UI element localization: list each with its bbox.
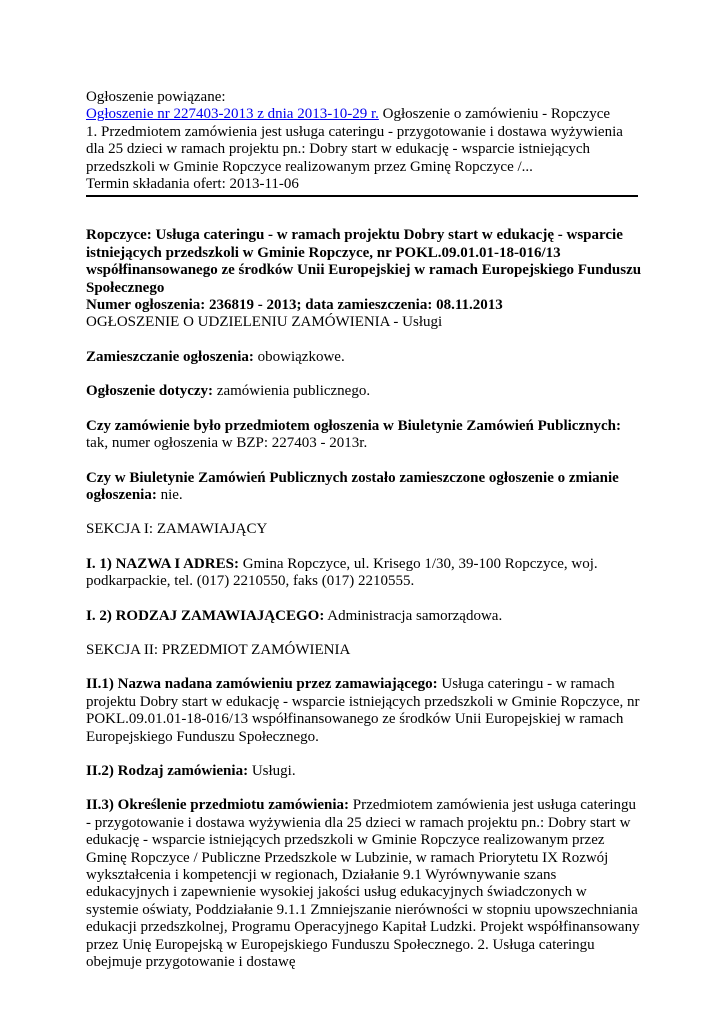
related-heading: Ogłoszenie powiązane:	[86, 89, 226, 105]
section1-heading: SEKCJA I: ZAMAWIAJĄCY	[86, 521, 268, 538]
section2-kind-field	[86, 763, 642, 780]
concerns-label: Ogłoszenie dotyczy:	[86, 383, 214, 400]
concerns-field	[86, 383, 642, 400]
related-notice-line	[86, 106, 642, 123]
document-page	[86, 89, 642, 971]
section1-name-value: Gmina Ropczyce, ul. Krisego 1/30, 39-100 Ropczyce, woj. podkarpackie, tel. (017) 2210550, faks (017) 2210555.	[86, 555, 598, 590]
publication-label: Zamieszczanie ogłoszenia:	[86, 348, 254, 365]
bzp-field	[86, 418, 642, 453]
section2-desc-label: II.3) Określenie przedmiotu zamówienia:	[86, 797, 350, 814]
section2-desc-value: Przedmiotem zamówienia jest usługa cateringu - przygotowanie i dostawa wyżywienia dla 25 dzieci w ramach projektu pn.: Dobry start w edukację - wsparcie istniejących przedszkoli w Gminie Ropczyce realizowanym przez Gminę Ropczyce / Publiczne Przedszkole w Lubzinie, w ramach Priorytetu IX Rozwój wykształcenia i kompetencji w regionach, Działanie 9.1 Wyrównywanie szans edukacyjnych i zapewnienie wysokiej jakości usług edukacyjnych świadczonych w systemie oświaty, Poddziałanie 9.1.1 Zmniejszanie nierówności w stopniu upowszechniania edukacji przedszkolnej, Programu Operacyjnego Kapitał Ludzki. Projekt współfinansowany przez Unię Europejską w Europejskiego Funduszu Społecznego. 2. Usługa cateringu obejmuje przygotowanie i dostawę	[86, 797, 640, 971]
section2-heading: SEKCJA II: PRZEDMIOT ZAMÓWIENIA	[86, 641, 351, 658]
change-field	[86, 470, 642, 505]
section1-kind-field	[86, 608, 642, 625]
section2-kind-label: II.2) Rodzaj zamówienia:	[86, 762, 249, 779]
section2-name-value: Usługa cateringu - w ramach projektu Dobry start w edukację - wsparcie istniejących przedszkoli w Gminie Ropczyce, nr POKL.09.01.01-18-016/13 współfinansowanego ze środków Unii Europejskiej w ramach Europejskiego Funduszu Społecznego.	[86, 676, 640, 745]
change-value: nie.	[156, 486, 183, 503]
section1-kind-label: I. 2) RODZAJ ZAMAWIAJĄCEGO:	[86, 607, 325, 624]
section2-name-field	[86, 676, 642, 746]
change-label: Czy w Biuletynie Zamówień Publicznych zostało zamieszczone ogłoszenie o zmianie ogłoszenia:	[86, 469, 619, 503]
related-deadline: Termin składania ofert: 2013-11-06	[86, 176, 299, 193]
notice-type: OGŁOSZENIE O UDZIELENIU ZAMÓWIENIA - Usługi	[86, 314, 443, 331]
related-notice-body: 1. Przedmiotem zamówienia jest usługa cateringu - przygotowanie i dostawa wyżywienia dla 25 dzieci w ramach projektu pn.: Dobry start w edukację - wsparcie istniejących przedszkoli w Gminie Ropczyce realizowanym przez Gminę Ropczyce /...	[86, 123, 623, 175]
notice-title: Ropczyce: Usługa cateringu - w ramach projektu Dobry start w edukację - wsparcie istniejących przedszkoli w Gminie Ropczyce, nr POKL.09.01.01-18-016/13 współfinansowanego ze środków Unii Europejskiej w ramach Europejskiego Funduszu Społecznego	[86, 227, 642, 296]
related-notice-type: Ogłoszenie o zamówieniu - Ropczyce	[378, 106, 611, 123]
concerns-value: zamówienia publicznego.	[213, 383, 371, 400]
bzp-label: Czy zamówienie było przedmiotem ogłoszenia w Biuletynie Zamówień Publicznych:	[86, 417, 621, 434]
section1-name-field	[86, 556, 642, 591]
section1-name-label: I. 1) NAZWA I ADRES:	[86, 555, 239, 572]
publication-value: obowiązkowe.	[253, 348, 345, 365]
section1-kind-value: Administracja samorządowa.	[324, 607, 503, 624]
section2-kind-value: Usługi.	[248, 762, 296, 779]
notice-number: Numer ogłoszenia: 236819 - 2013; data zamieszczenia: 08.11.2013	[86, 297, 503, 314]
publication-field	[86, 349, 642, 366]
bzp-value: tak, numer ogłoszenia w BZP: 227403 - 2013r.	[86, 435, 368, 452]
related-notice-link[interactable]: Ogłoszenie nr 227403-2013 z dnia 2013-10-29 r.	[86, 106, 379, 123]
section2-desc-field	[86, 797, 642, 971]
section2-name-label: II.1) Nazwa nadana zamówieniu przez zamawiającego:	[86, 676, 438, 693]
